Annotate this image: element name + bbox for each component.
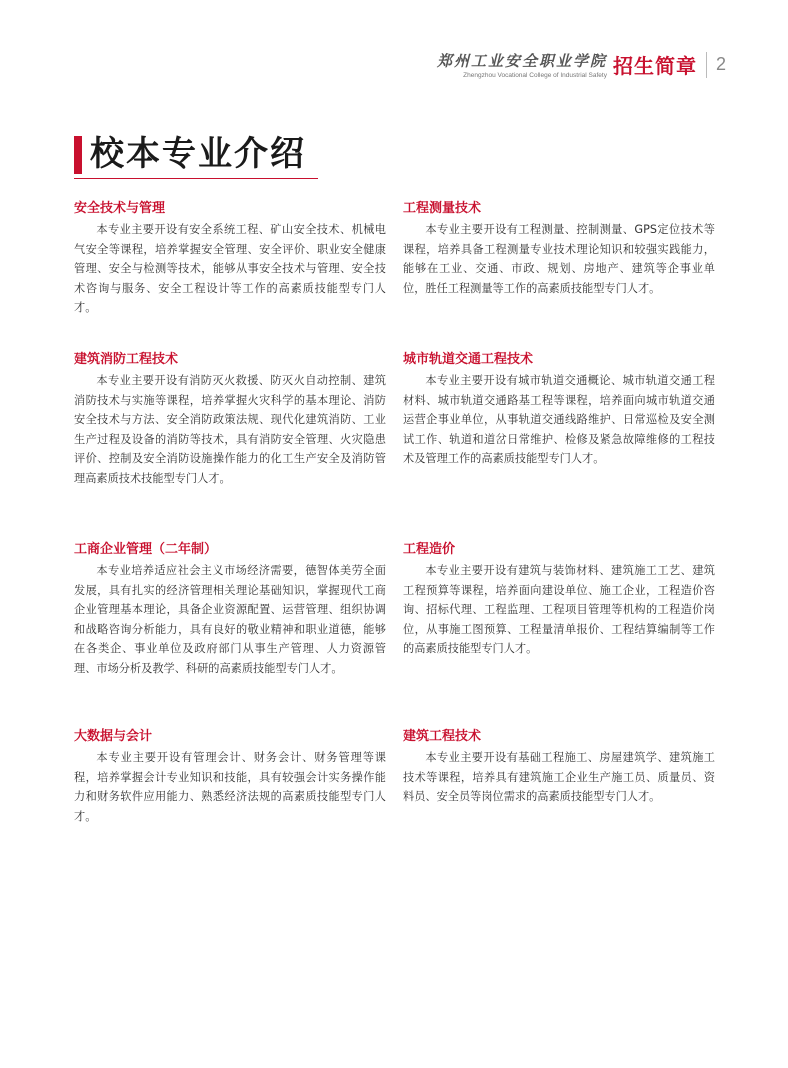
- major-title: 工程测量技术: [403, 201, 482, 216]
- major-block: [74, 200, 386, 318]
- major-description: 本专业主要开设有工程测量、控制测量、GPS定位技术等课程，培养具备工程测量专业技术理论知识和较强实践能力，能够在工业、交通、市政、规划、房地产、建筑等企事业单位，胜任工程测量等工作的高素质技能型专门人才。: [403, 223, 715, 295]
- major-block: [403, 351, 715, 469]
- brochure-title: 招生简章: [612, 54, 697, 78]
- major-title: 城市轨道交通工程技术: [403, 352, 534, 367]
- school-name-block: [437, 50, 607, 79]
- major-description: 本专业主要开设有建筑与装饰材料、建筑施工工艺、建筑工程预算等课程，培养面向建设单位、施工企业，工程造价咨询、招标代理、工程监理、工程项目管理等机构的工程造价岗位，从事施工图预算、工程量清单报价、工程结算编制等工作的高素质技能型专门人才。: [403, 564, 715, 656]
- header-divider: [706, 52, 707, 78]
- major-title: 工程造价: [403, 542, 456, 557]
- section-title: 校本专业介绍: [90, 134, 306, 174]
- major-description: 本专业培养适应社会主义市场经济需要，德智体美劳全面发展，具有扎实的经济管理相关理论基础知识，掌握现代工商企业管理基本理论，具备企业资源配置、运营管理、组织协调和战略咨询分析能力，具有良好的敬业精神和职业道德，能够在各类企、事业单位及政府部门从事生产管理、人力资源管理、市场分析及教学、科研的高素质技能型专门人才。: [74, 564, 386, 675]
- title-accent-bar: [74, 136, 82, 174]
- major-description: 本专业主要开设有城市轨道交通概论、城市轨道交通工程材料、城市轨道交通路基工程等课程，培养面向城市轨道交通运营企事业单位，从事轨道交通线路维护、日常巡检及安全测试工作、轨道和道岔日常维护、检修及紧急故障维修的工程技术及管理工作的高素质技能型专门人才。: [403, 374, 715, 466]
- page-header: [437, 50, 726, 79]
- major-block: [403, 200, 715, 298]
- major-block: [403, 541, 715, 659]
- major-description: 本专业主要开设有消防灭火救援、防灭火自动控制、建筑消防技术与实施等课程，培养掌握火灾科学的基本理论、消防安全技术与方法、安全消防政策法规、现代化建筑消防、工业生产过程及设备的消防等技术，具有消防安全管理、火灾隐患评价、控制及安全消防设施操作能力的化工生产安全及消防管理高素质技术技能型专门人才。: [74, 374, 386, 485]
- school-name-en: Zhengzhou Vocational College of Industrial Safety: [463, 72, 607, 79]
- major-block: [74, 351, 386, 489]
- major-title: 建筑工程技术: [403, 729, 482, 744]
- major-block: [74, 541, 386, 679]
- school-name-cn: 郑州工业安全职业学院: [436, 52, 607, 70]
- major-description: 本专业主要开设有基础工程施工、房屋建筑学、建筑施工技术等课程，培养具有建筑施工企业生产施工员、质量员、资料员、安全员等岗位需求的高素质技能型专门人才。: [403, 751, 715, 804]
- major-title: 建筑消防工程技术: [74, 352, 179, 367]
- major-block: [403, 728, 715, 807]
- major-block: [74, 728, 386, 826]
- major-description: 本专业主要开设有安全系统工程、矿山安全技术、机械电气安全等课程，培养掌握安全管理、安全评价、职业安全健康管理、安全与检测等技术，能够从事安全技术与管理、安全技术咨询与服务、安全工程设计等工作的高素质技能型专门人才。: [74, 223, 386, 315]
- major-description: 本专业主要开设有管理会计、财务会计、财务管理等课程，培养掌握会计专业知识和技能，具有较强会计实务操作能力和财务软件应用能力、熟悉经济法规的高素质技能型专门人才。: [74, 751, 386, 823]
- major-title: 安全技术与管理: [74, 201, 166, 216]
- page-number: 2: [715, 54, 726, 74]
- major-title: 大数据与会计: [74, 729, 153, 744]
- major-title: 工商企业管理（二年制）: [74, 542, 218, 557]
- title-underline: [74, 178, 318, 179]
